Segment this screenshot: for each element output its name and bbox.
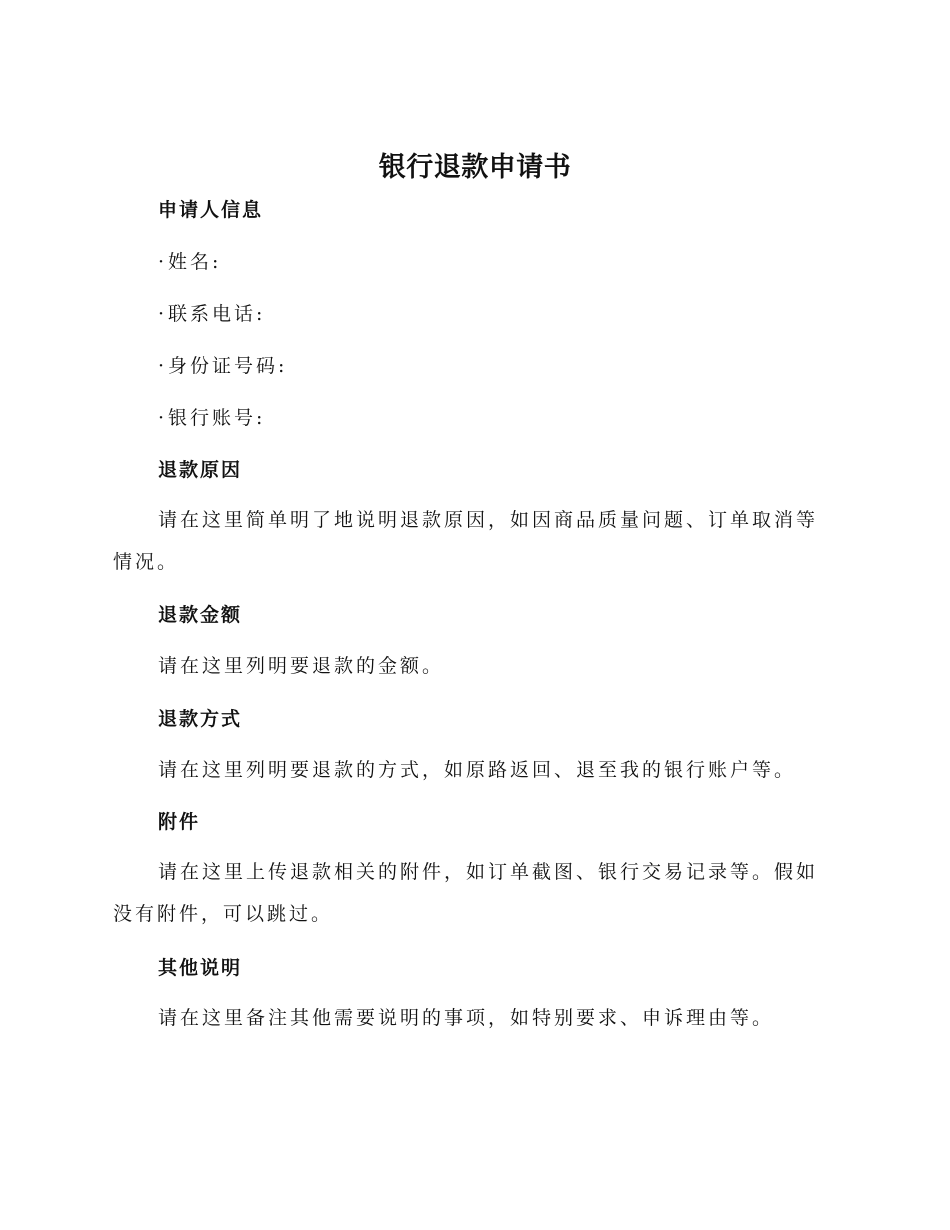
bullet-icon: · xyxy=(158,303,168,325)
paragraph-attachments: 请在这里上传退款相关的附件，如订单截图、银行交易记录等。假如没有附件，可以跳过。 xyxy=(113,861,819,925)
paragraph-other-notes: 请在这里备注其他需要说明的事项，如特别要求、申诉理由等。 xyxy=(158,1007,775,1029)
bullet-icon: · xyxy=(158,251,168,273)
list-item-label: 姓名: xyxy=(168,251,222,273)
list-item-phone xyxy=(158,300,265,328)
section-heading-other-notes: 其他说明 xyxy=(158,957,243,979)
list-item-label: 联系电话: xyxy=(168,303,266,325)
section-heading-refund-reason: 退款原因 xyxy=(158,459,243,481)
section-heading-refund-amount: 退款金额 xyxy=(158,604,243,626)
bullet-icon: · xyxy=(158,355,168,377)
list-item-id-number xyxy=(158,352,287,380)
list-item-bank-account xyxy=(158,404,265,432)
section-heading-attachments: 附件 xyxy=(158,811,201,833)
paragraph-refund-amount: 请在这里列明要退款的金额。 xyxy=(158,655,445,677)
document-title: 银行退款申请书 xyxy=(378,152,572,183)
section-heading-applicant-info: 申请人信息 xyxy=(158,199,264,221)
paragraph-refund-method: 请在这里列明要退款的方式，如原路返回、退至我的银行账户等。 xyxy=(158,759,797,781)
paragraph-refund-reason: 请在这里简单明了地说明退款原因，如因商品质量问题、订单取消等情况。 xyxy=(113,509,819,573)
list-item-name xyxy=(158,248,221,276)
bullet-icon: · xyxy=(158,407,168,429)
list-item-label: 银行账号: xyxy=(168,407,266,429)
list-item-label: 身份证号码: xyxy=(168,355,288,377)
section-heading-refund-method: 退款方式 xyxy=(158,708,243,730)
